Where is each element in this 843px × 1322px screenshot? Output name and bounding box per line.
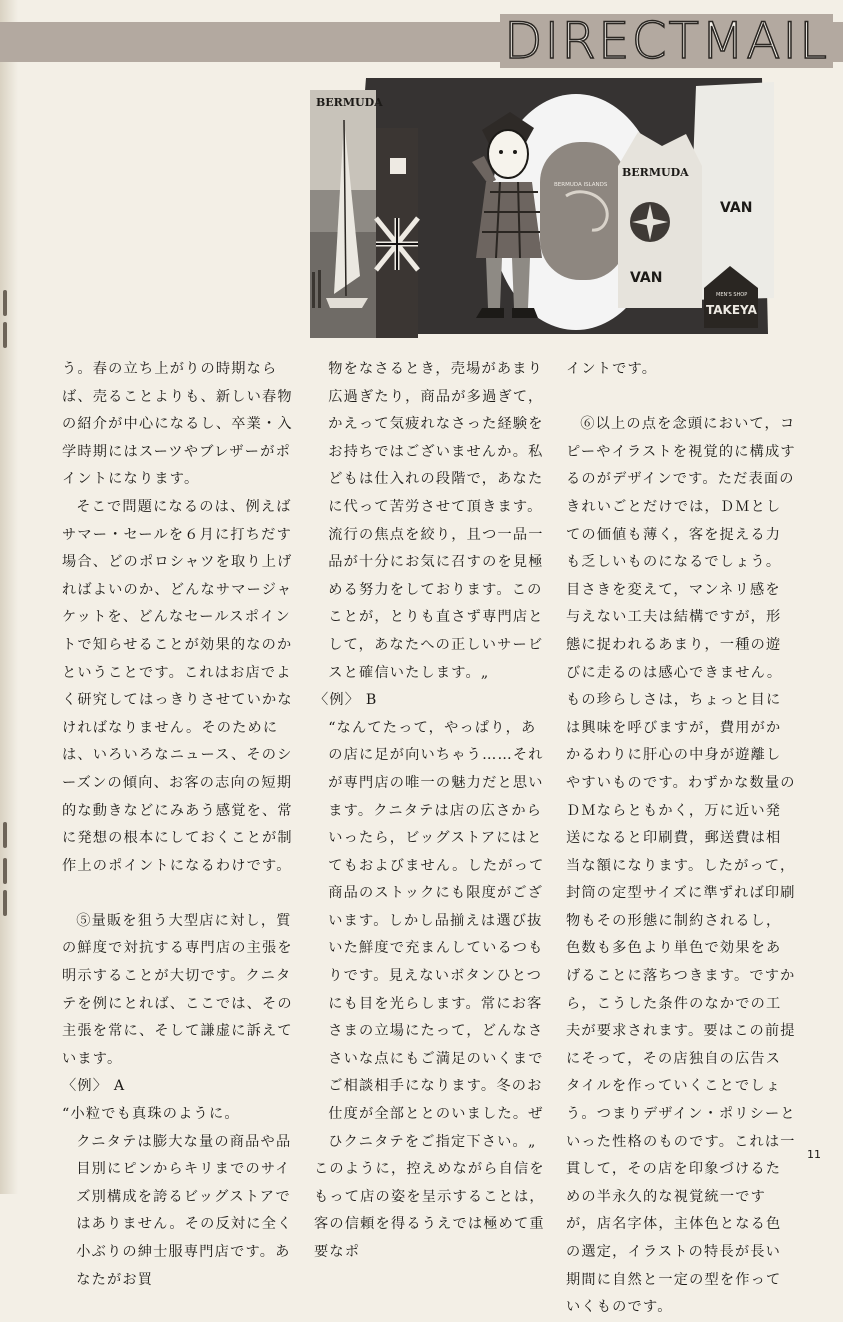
text-column-1 — [62, 356, 294, 1294]
mailer-1-title: BERMUDA — [316, 96, 383, 109]
mailer-4-title: BERMUDA — [622, 166, 689, 179]
mailer-4-brand-bottom: VAN — [630, 270, 663, 286]
example-label-b: 〈例〉 B — [314, 692, 378, 709]
quote-paragraph: 流行の焦点を絞り，且つ一品一品が十分にお気に召すのを見極める努力をしております。このことが，とりも直さず専門店として，あなたへの正しいサービスと確信いたします。„ — [328, 526, 544, 681]
binding-mark — [3, 822, 7, 848]
paragraph: ⑥以上の点を念頭において，コピーやイラストを視覚的に構成するのがデザインです。ただ表面のきれいごとだけでは，ＤＭとしての価値も薄く，客を捉える力も乏しいものになるでしょう。目さきを変えて，マンネリ感を与えない工夫は結構ですが，形態に捉われるあまり，一種の遊びに走るのは感心できません。もの珍らしさは，ちょっと目には興味を呼びますが，費用がかかるわりに肝心の中身が遊離しやすいものです。わずかな数量のＤＭならともかく，万に近い発送になると印刷費，郵送費は相当な額になります。したがって，封筒の定型サイズに準ずれば印刷物もその形態に制約されるし，色数も多色より単色で効果をあげることに落ちつきます。ですから，こうした条件のなかでの工夫が要求されます。要はこの前提にそって，その店独自の広告スタイルを作っていくことでしょう。つまりデザイン・ポリシーといった性格のものです。これは一貫して，その店を印象づけるための半永久的な視覚統一ですが，店名字体，主体色となる色の選定，イラストの特長が長い期間に自然と一定の型を作っていくものです。 — [566, 416, 796, 1316]
quote-line: “小粒でも真珠のように。 — [62, 1106, 240, 1123]
example-label-a: 〈例〉 A — [62, 1078, 126, 1095]
quote-paragraph: “なんてたって，やっぱり，あの店に足が向いちゃう……それが専門店の唯一の魅力だと思います。クニタテは店の広さからいったら，ビッグストアにはとてもおよびません。したがって商品のストックにも限度がございます。しかし品揃えは選び抜いた鮮度で充まんしているつもりです。見えないボタンひとつにも目を光らします。常にお客さまの立場にたって，どんなささいな点にもご満足のいくまでご相談相手になります。冬のお仕度が全部ととのいました。ぜひクニタテをご指定下さい。„ — [328, 719, 545, 1150]
page-title: DIRECTMAIL — [500, 14, 833, 68]
binding-mark — [3, 890, 7, 916]
page-edge-shadow — [0, 0, 18, 1194]
binding-mark — [3, 858, 7, 884]
paragraph: そこで問題になるのは、例えばサマー・セールを６月に打ちだす場合、どのポロシャツを取り上げればよいのか、どんなサマージャケットを、どんなセールスポイントで知らせることが効果的なのかということです。これはお店でよく研究してはっきりさせていかなければなりません。そのためには、いろいろなニュース、そのシーズンの傾向、お客の志向の短期的な動きなどにみあう感覚を、常に発想の根本にしておくことが制作上のポイントになるわけです。 — [62, 498, 293, 874]
text-column-2 — [314, 356, 546, 1267]
quote-paragraph: クニタテは膨大な量の商品や品目別にピンからキリまでのサイズ別構成を誇るビッグストアではありません。その反対に全く小ぶりの紳士服専門店です。あなたがお買 — [76, 1133, 293, 1288]
paragraph: イントです。 — [566, 361, 658, 377]
page-number: 11 — [807, 1148, 821, 1161]
quote-paragraph: 物をなさるとき，売場があまり広過ぎたり，商品が多過ぎて，かえって気疲れなさった経験をお持ちではございませんか。私どもは仕入れの段階で，あなたに代って苦労させて頂きます。 — [328, 361, 544, 515]
mailer-4-brand-top: VAN — [720, 200, 753, 216]
mailer-4-shop-name: TAKEYA — [706, 303, 757, 317]
mailer-4-shop-line: MEN'S SHOP — [716, 292, 748, 298]
binding-mark — [3, 290, 7, 316]
text-column-3 — [566, 356, 796, 1322]
mailer-3-caption: BERMUDA ISLANDS — [554, 182, 608, 188]
direct-mail-photo-collage — [306, 72, 778, 340]
paragraph: ⑤量販を狙う大型店に対し，質の鮮度で対抗する専門店の主張を明示することが大切です。クニタテを例にとれば、ここでは、その主張を常に、そして謙虚に訴えています。 — [62, 912, 293, 1067]
binding-mark — [3, 322, 7, 348]
paragraph: う。春の立ち上がりの時期ならば、売ることよりも、新しい春物の紹介が中心になるし、卒業・入学時期にはスーツやブレザーがポイントになります。 — [62, 361, 293, 488]
bermuda-map-mailer — [540, 142, 626, 280]
paragraph: このように，控えめながら自信をもって店の姿を呈示することは，客の信頼を得るうえでは極めて重要なポ — [314, 1161, 545, 1260]
